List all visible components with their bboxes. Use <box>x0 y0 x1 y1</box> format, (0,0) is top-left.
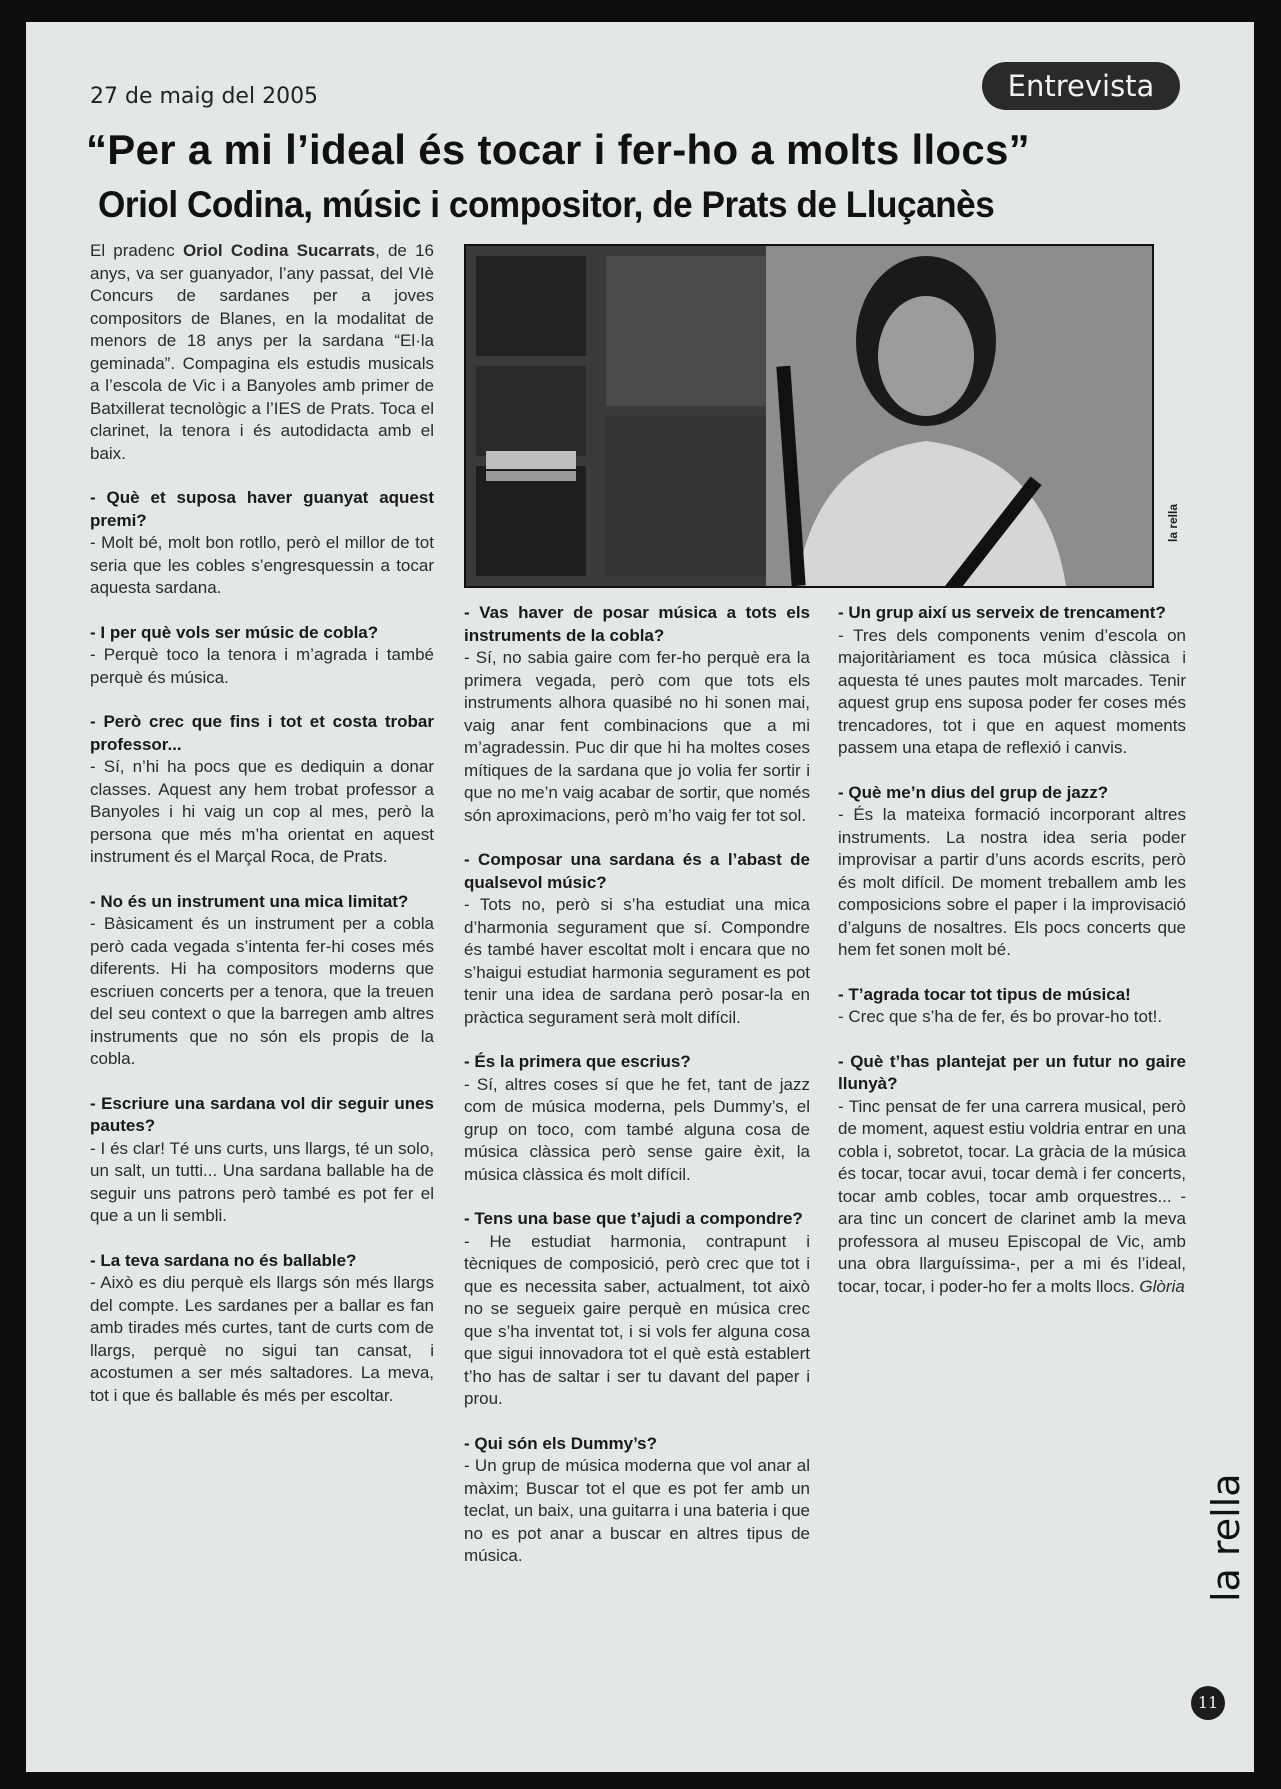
question: - Però crec que fins i tot et costa trobar professor... <box>90 712 434 754</box>
answer: - Tres dels components venim d’escola on majoritàriament es toca música clàssica i aquesta té unes pautes molt marcades. Tenir aquest grup ens suposa poder fer coses més trencadores, tot i que en aquest moments passem una etapa de reflexió i canvis. <box>838 625 1186 757</box>
question: - La teva sardana no és ballable? <box>90 1250 357 1270</box>
question: - És la primera que escrius? <box>464 1052 691 1071</box>
question: - Què t’has plantejat per un futur no gaire llunyà? <box>838 1051 1186 1093</box>
qa-item <box>90 711 434 869</box>
answer: - Un grup de música moderna que vol anar al màxim; Buscar tot el que es pot fer amb un teclat, un baix, una guitarra i una bateria i que no es pot anar a buscar en altres tipus de música. <box>464 1456 810 1565</box>
qa-item <box>90 891 434 1071</box>
answer: - Crec que s’ha de fer, és bo provar-ho tot!. <box>838 1007 1163 1026</box>
headline: “Per a mi l’ideal és tocar i fer-ho a molts llocs” <box>86 126 1030 173</box>
section-badge: Entrevista <box>982 62 1180 110</box>
answer-text: - Tinc pensat de fer una carrera musical, però de moment, aquest estiu voldria entrar en una cobla i, sobretot, tocar. La gràcia de la música és tocar, tocar avui, tocar demà i fer concerts, tocar amb cobles, tocar amb orquestres... - ara tinc un concert de clarinet amb la meva professora al museu Episcopal de Vic, amb una obra llarguíssima-, per a mi és l’ideal, tocar, tocar, i poder-ho fer a molts llocs. <box>838 1096 1186 1296</box>
answer <box>838 1096 1186 1299</box>
subheadline: Oriol Codina, músic i compositor, de Prats de Lluçanès <box>98 184 995 225</box>
magazine-brand: la rella <box>1204 1473 1248 1602</box>
question: - No és un instrument una mica limitat? <box>90 891 409 911</box>
question: - Composar una sardana és a l’abast de qualsevol músic? <box>464 850 810 892</box>
question: - Vas haver de posar música a tots els instruments de la cobla? <box>464 603 810 645</box>
qa-item <box>838 984 1186 1029</box>
question: - I per què vols ser músic de cobla? <box>90 622 379 642</box>
intro-lead: El pradenc <box>90 241 183 260</box>
answer: - Perquè toco la tenora i m’agrada i també perquè és música. <box>90 645 434 687</box>
answer: - I és clar! Té uns curts, uns llargs, té un solo, un salt, un tutti... Una sardana ballable ha de seguir uns patrons però també es pot fer el que a un li sembli. <box>90 1138 434 1225</box>
qa-item <box>838 782 1186 962</box>
interview-photo <box>464 244 1154 588</box>
answer: - Molt bé, molt bon rotllo, però el millor de tot seria que les cobles s’engresquessin a tocar aquesta sardana. <box>90 533 434 597</box>
answer: - He estudiat harmonia, contrapunt i tècniques de composició, però crec que tot i que es necessita saber, actualment, tot això no se segueix gaire perquè en música crec que s’ha inventat tot, i si vols fer alguna cosa que sigui innovadora tot el què està establert t’ho has de saltar i ser tu davant del paper i prou. <box>464 1231 810 1408</box>
question: - Qui són els Dummy’s? <box>464 1433 658 1453</box>
column-3 <box>838 602 1186 1320</box>
photo-illustration <box>466 246 1152 586</box>
answer: - Això es diu perquè els llargs són més llargs del compte. Les sardanes per a ballar es fan amb tirades més curtes, tant de curts com de llargs, perquè no sigui tan cansat, i acostumen a ser més saltadores. La meva, tot i que és ballable és més per escoltar. <box>90 1273 434 1405</box>
column-1 <box>90 240 434 1429</box>
question: - Un grup així us serveix de trencament? <box>838 603 1166 622</box>
answer: - És la mateixa formació incorporant altres instruments. La nostra idea seria poder improvisar a partir d’uns acords escrits, però és molt difícil. De moment treballem amb les composicions sobre el paper i la improvisació d’alguns de nosaltres. Els pocs concerts que hem fet sonen molt bé. <box>838 805 1186 959</box>
answer: - Sí, n’hi ha pocs que es dediquin a donar classes. Aquest any hem trobat professor a Banyoles i hi vaig un cop al mes, però la persona que més m’ha orientat en aquest instrument és el Marçal Roca, de Prats. <box>90 757 434 866</box>
qa-item <box>464 1051 810 1186</box>
qa-item <box>90 487 434 600</box>
qa-item <box>464 849 810 1029</box>
question: - Què me’n dius del grup de jazz? <box>838 782 1109 802</box>
qa-item <box>90 622 434 690</box>
magazine-page <box>26 22 1254 1772</box>
qa-item <box>838 602 1186 760</box>
answer: - Bàsicament és un instrument per a cobla però cada vegada s’intenta fer-hi coses més diferents. Hi ha compositors moderns que escriuen concerts per a tenora, que la treuen del seu context o que la barregen amb altres instruments que no són els propis de la cobla. <box>90 914 434 1068</box>
qa-item <box>90 1250 434 1408</box>
qa-item <box>464 1208 810 1411</box>
intro-paragraph <box>90 240 434 465</box>
qa-item <box>90 1093 434 1228</box>
question: - Què et suposa haver guanyat aquest premi? <box>90 488 434 530</box>
column-2 <box>464 602 810 1590</box>
intro-text: , de 16 anys, va ser guanyador, l’any passat, del VIè Concurs de sardanes per a joves compositors de Blanes, en la modalitat de menors de 18 anys per la sardana “El·la geminada”. Compagina els estudis musicals a l’escola de Vic i a Banyoles amb primer de Batxillerat tecnològic a l’IES de Prats. Toca el clarinet, la tenora i és autodidacta amb el baix. <box>90 241 434 463</box>
qa-item <box>838 1051 1186 1299</box>
answer: - Sí, altres coses sí que he fet, tant de jazz com de música moderna, pels Dummy’s, el grup on toco, com també alguna cosa de música clàssica però sense gaire èxit, la música clàssica és molt difícil. <box>464 1074 810 1184</box>
issue-date: 27 de maig del 2005 <box>90 84 319 109</box>
qa-item <box>464 1433 810 1568</box>
answer: - Sí, no sabia gaire com fer-ho perquè era la primera vegada, però com que tots els instruments alhora quasibé no hi sonen mai, vaig anar fent combinacions que a mi m’agradessin. Puc dir que hi ha moltes coses mítiques de la sardana que jo volia fer sortir i que no me’n vaig acabar de sortir, que només són aproximacions, però m’ho vaig fer tot sol. <box>464 648 810 825</box>
question: - Escriure una sardana vol dir seguir unes pautes? <box>90 1093 434 1135</box>
author-signature: Glòria <box>1139 1276 1185 1296</box>
qa-item <box>464 602 810 827</box>
answer: - Tots no, però si s’ha estudiat una mica d’harmonia segurament que sí. Compondre és també haver escoltat molt i encara que no s’haigui estudiat harmonia segurament es pot tenir una idea de sardana però posar-la en pràctica segurament serà molt difícil. <box>464 895 810 1027</box>
question: - Tens una base que t’ajudi a compondre? <box>464 1209 803 1228</box>
interviewee-name: Oriol Codina Sucarrats <box>182 241 376 260</box>
photo-credit: la rella <box>1166 503 1180 542</box>
page-number: 11 <box>1191 1686 1225 1720</box>
question: - T’agrada tocar tot tipus de música! <box>838 984 1131 1004</box>
